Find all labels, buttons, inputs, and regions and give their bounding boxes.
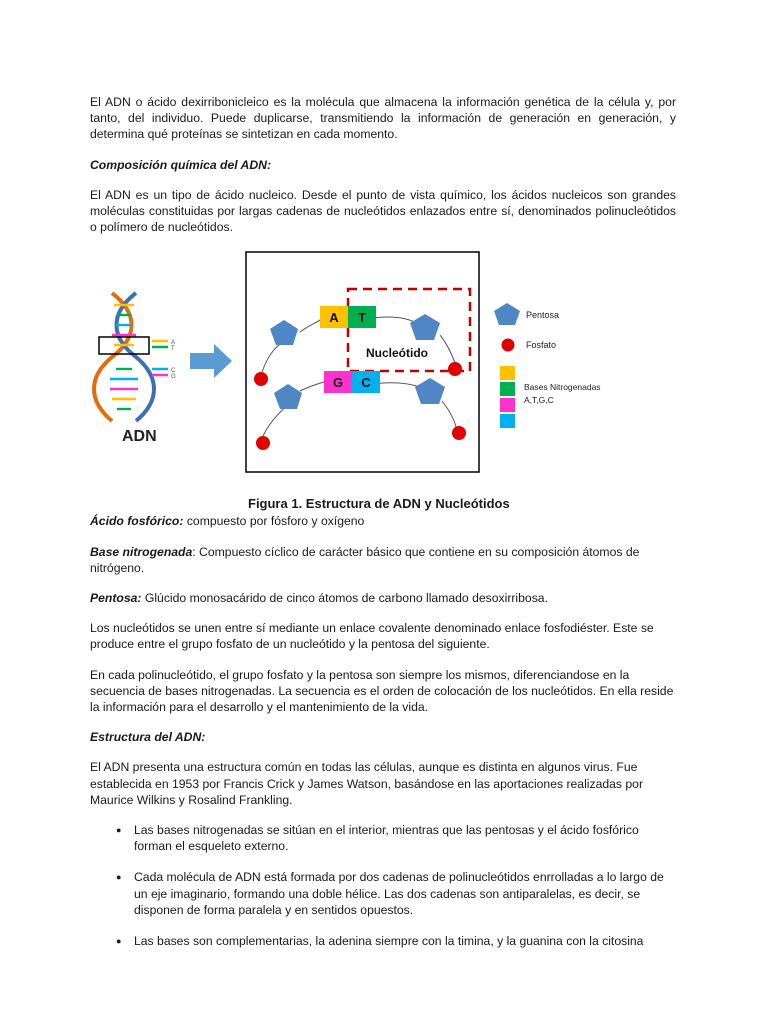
pentose-icon	[410, 314, 440, 340]
document-page	[90, 94, 676, 964]
structure-heading: Estructura del ADN:	[90, 730, 206, 745]
term-description: Glúcido monosacárido de cinco átomos de carbono llamado desoxirribosa.	[141, 591, 548, 606]
list-item-text: Las bases nitrogenadas se sitúan en el interior, mientras que las pentosas y el ácido fosfórico forman el esqueleto externo.	[134, 823, 639, 854]
legend-bases-line2: A,T,G,C	[524, 395, 554, 406]
bullet-icon: ●	[116, 872, 122, 883]
list-item-text: Cada molécula de ADN está formada por dos cadenas de polinucleótidos enrrolladas a lo largo de un eje imaginario, formando una doble hélice. Las dos cadenas son antiparalelas, es decir, se disponen de forma paralela y en sentidos opuestos.	[134, 870, 664, 917]
intro-paragraph: El ADN o ácido dexirribonicleico es la molécula que almacena la información genética de la célula y, por tanto, del individuo. Puede duplicarse, transmitiendo la información de generación en generación, y determina qué proteínas se sintetizan en cada momento.	[90, 95, 676, 142]
legend-pentose-icon	[494, 303, 520, 325]
phosphate-icon	[448, 362, 462, 376]
phosphate-icon	[256, 436, 270, 450]
term-label: Ácido fosfórico:	[90, 514, 184, 529]
composition-heading: Composición química del ADN:	[90, 157, 272, 172]
base-g-label: G	[332, 375, 344, 391]
legend-fosfato: Fosfato	[526, 340, 557, 351]
term-description: compuesto por fósforo y oxígeno	[183, 514, 365, 529]
composition-paragraph: El ADN es un tipo de ácido nucleico. Desde el punto de vista químico, los ácidos nucleicos son grandes moléculas constituidas por largas cadenas de nucleótidos enlazados entre sí, denominados polinucleótidos o polímero de nucleótidos.	[90, 187, 676, 235]
dna-label: ADN	[122, 428, 157, 446]
list-item	[114, 822, 676, 854]
legend-g-swatch	[500, 398, 515, 412]
body-paragraph: En cada polinucleótido, el grupo fosfato y la pentosa son siempre los mismos, diferenciandose en la secuencia de bases nitrogenadas. La secuencia es el orden de colocación de los nucleótidos. En ella reside la información para el desarrollo y el mantenimiento de la vida.	[90, 667, 674, 715]
nucleotide-label: Nucleótido	[366, 346, 428, 361]
term-label: Base nitrogenada	[90, 544, 193, 559]
phosphate-icon	[254, 372, 268, 386]
pentose-icon	[270, 320, 298, 345]
arrow-icon	[190, 344, 232, 378]
helix-legend-t: T	[171, 346, 175, 353]
legend-c-swatch	[500, 414, 515, 428]
definition-base-nitrogenada	[90, 544, 676, 576]
legend-phosphate-icon	[502, 339, 515, 352]
term-label: Pentosa:	[90, 591, 142, 606]
list-item	[114, 869, 676, 918]
term-description: : Compuesto cíclico de carácter básico que contiene en su composición átomos de nitrógeno.	[90, 544, 640, 575]
nucleotide-frame	[246, 252, 479, 472]
legend-a-swatch	[500, 366, 515, 380]
phosphate-icon	[452, 426, 466, 440]
pentose-icon	[415, 378, 445, 404]
list-item-text: Las bases son complementarias, la adenina siempre con la timina, y la guanina con la citosina	[134, 934, 644, 949]
helix-legend-g: G	[171, 374, 176, 381]
definition-pentosa	[90, 590, 676, 606]
helix-legend-c: C	[171, 368, 176, 375]
body-paragraph: Los nucleótidos se unen entre sí mediante un enlace covalente denominado enlace fosfodiéster. Este se produce entre el grupo fosfato de un nucleótido y la pentosa del siguiente.	[90, 621, 654, 652]
base-c-label: C	[361, 375, 371, 391]
list-item	[114, 933, 676, 949]
bullet-icon: ●	[116, 825, 122, 836]
dna-figure	[90, 245, 676, 513]
bullet-icon: ●	[116, 936, 122, 947]
dna-diagram	[90, 245, 676, 513]
legend-pentosa: Pentosa	[526, 310, 560, 321]
base-t-label: T	[358, 310, 366, 326]
pentose-icon	[274, 384, 302, 409]
legend-t-swatch	[500, 382, 515, 396]
structure-paragraph: El ADN presenta una estructura común en todas las células, aunque es distinta en algunos virus. Fue establecida en 1953 por Francis Crick y James Watson, basándose en las aportaciones realizadas por Maurice Wilkins y Rosalind Frankling.	[90, 760, 644, 807]
figure-caption: Figura 1. Estructura de ADN y Nucleótidos	[248, 496, 510, 512]
helix-legend-a: A	[171, 340, 176, 347]
base-a-label: A	[329, 310, 339, 326]
dna-helix-image	[94, 293, 176, 445]
definition-acido-fosforico	[90, 513, 676, 529]
structure-bullet-list	[90, 822, 676, 949]
legend-bases-line1: Bases Nitrogenadas	[524, 382, 601, 393]
